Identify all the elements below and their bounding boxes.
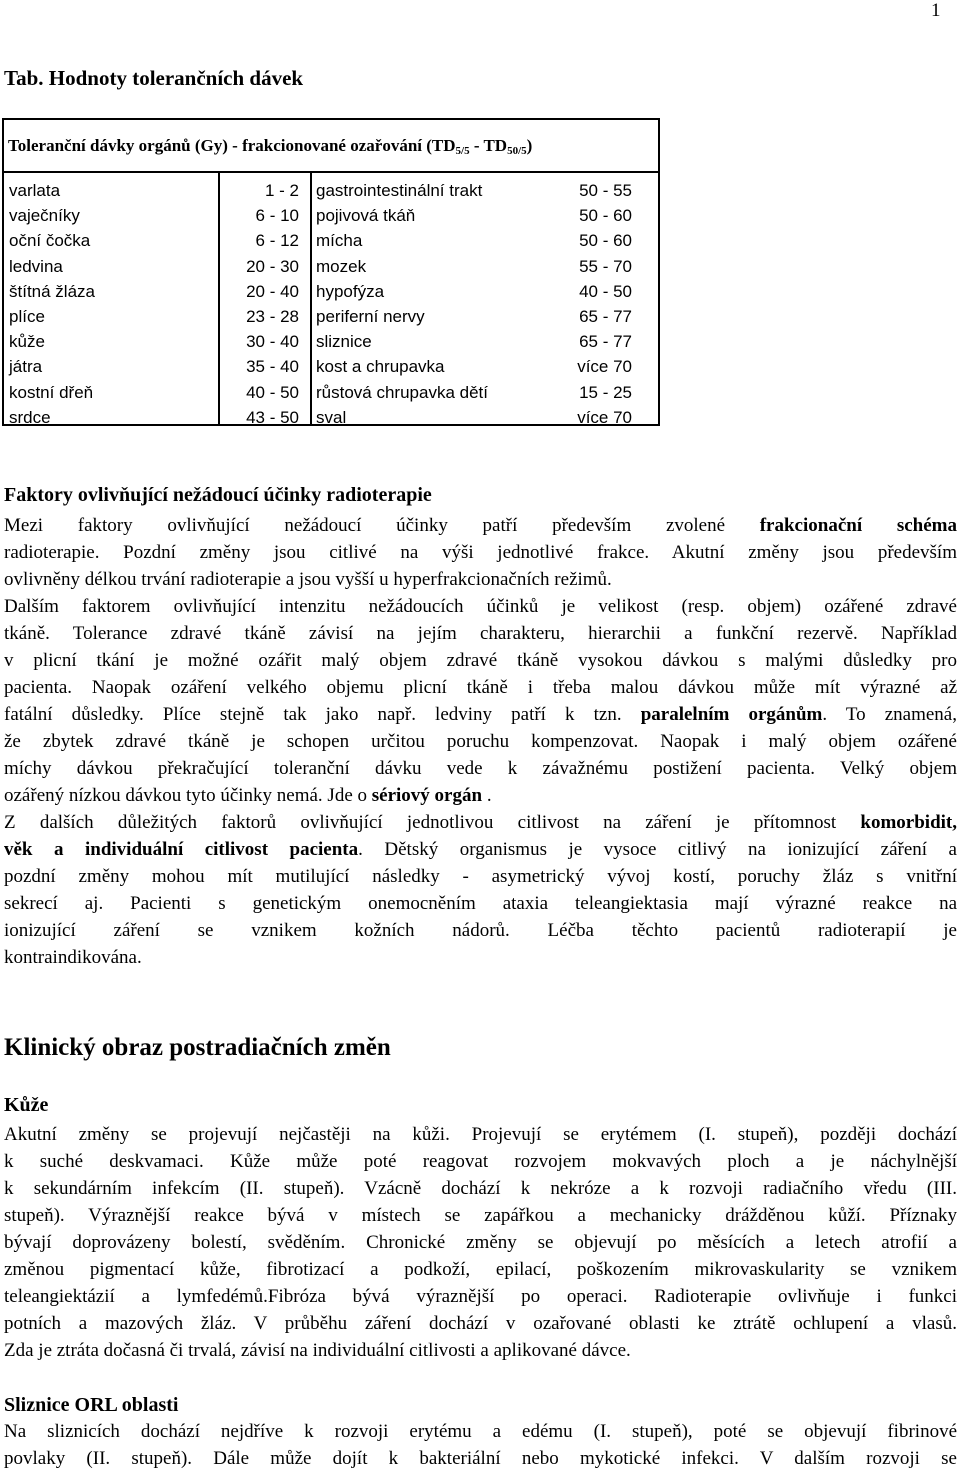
text-line: Zda je ztráta dočasná či trvalá, závisí na individuální citlivosti a aplikované dávce. — [4, 1340, 631, 1361]
text-line — [4, 512, 957, 539]
text-line: Akutní změny se projevují nejčastěji na kůži. Projevují se erytémem (I. stupeň), později dochází — [4, 1124, 957, 1145]
table-title: Tab. Hodnoty tolerančních dávek — [4, 66, 304, 90]
table-row — [4, 354, 658, 379]
section-heading-sliznice: Sliznice ORL oblasti — [4, 1394, 179, 1416]
text-line — [4, 890, 957, 917]
dose-range: 20 - 30 — [246, 256, 299, 276]
table-row — [4, 405, 658, 430]
faktory-paragraph — [4, 512, 957, 971]
text-line: stupeň). Výraznější reakce bývá v místech se zapářkou a mechanicky drážděnou kůží. Příznaky — [4, 1205, 957, 1226]
text-line — [4, 755, 957, 782]
organ-name: játra — [9, 357, 43, 377]
section-heading-faktory: Faktory ovlivňující nežádoucí účinky radioterapie — [4, 484, 432, 506]
organ-name: štítná žláza — [9, 281, 95, 301]
text-line — [4, 566, 957, 593]
bold-phrase: frakcionační schéma — [759, 515, 957, 536]
text-segment: Dalším faktorem ovlivňující intenzitu nežádoucích účinků je velikost (resp. objem) ozářené zdravé — [4, 596, 957, 617]
table-row — [4, 228, 658, 253]
dose-range: 30 - 40 — [246, 332, 299, 352]
dose-range: 50 - 60 — [579, 206, 632, 226]
bold-phrase: věk a individuální citlivost pacienta — [4, 839, 359, 860]
bold-phrase: komorbidit, — [860, 812, 957, 833]
table-row — [4, 254, 658, 279]
dose-range: 50 - 60 — [579, 231, 632, 251]
kuze-paragraph — [4, 1121, 957, 1364]
text-segment: . — [482, 785, 492, 806]
text-line — [4, 674, 957, 701]
text-line — [4, 863, 957, 890]
text-line — [4, 728, 957, 755]
organ-name: mozek — [316, 256, 367, 276]
organ-name: gastrointestinální trakt — [316, 181, 483, 200]
text-line — [4, 917, 957, 944]
text-segment: ozářený nízkou dávkou tyto účinky nemá. Jde o — [4, 785, 372, 806]
dose-range: 23 - 28 — [246, 307, 299, 326]
text-segment: že zbytek zdravé tkáně je schopen určitou poruchu kompenzovat. Naopak i malý objem ozářené — [4, 731, 957, 752]
dose-range: 65 - 77 — [579, 332, 632, 352]
text-line — [4, 782, 957, 809]
text-line — [4, 836, 957, 863]
dose-range: 6 - 12 — [255, 231, 299, 251]
text-segment: pozdní změny mohou mít mutilující následky - asymetrický vývoj kostí, poruchy žláz s vnitřní — [4, 866, 957, 887]
text-segment: . Dětský organismus je vysoce citlivý na ionizující záření a — [358, 839, 957, 860]
organ-name: sval — [316, 407, 347, 427]
organ-name: kůže — [9, 332, 45, 352]
organ-name: sliznice — [316, 332, 372, 352]
organ-name: ledvina — [9, 256, 63, 276]
text-segment: pacienta. Naopak ozáření velkého objemu plicní tkáně i třeba malou dávkou může mít výrazné až — [4, 677, 957, 698]
text-segment: míchy dávkou překračující toleranční dávku vede k závažnému postižení pacienta. Velký objem — [4, 758, 957, 779]
text-line: teleangiektázií a lymfedémů.Fibróza bývá výraznější po operaci. Radioterapie ovlivňuje i funkci — [4, 1286, 957, 1307]
tolerance-table — [2, 118, 660, 426]
text-line — [4, 593, 957, 620]
dose-range: 6 - 10 — [255, 206, 299, 226]
organ-name: pojivová tkáň — [316, 206, 416, 226]
organ-name: hypofýza — [316, 281, 385, 301]
text-segment: radioterapie. Pozdní změny jsou citlivé na výši jednotlivé frakce. Akutní změny jsou především — [4, 542, 957, 563]
text-line — [4, 809, 957, 836]
text-segment: ovlivněny délkou trvání radioterapie a jsou vyšší u hyperfrakcionačních režimů. — [4, 569, 612, 590]
table-row — [4, 279, 658, 304]
text-line: k sekundárním infekcím (II. stupeň). Vzácně dochází k nekróze a k rozvoji radiačního vředu (III. — [4, 1178, 957, 1199]
text-segment: Mezi faktory ovlivňující nežádoucí účinky patří především zvolené — [4, 515, 760, 536]
text-line: potních a mazových žláz. V průběhu záření dochází v ozařované oblasti ke ztrátě ochlupení a vlasů. — [4, 1313, 957, 1334]
section-heading-klinicky: Klinický obraz postradiačních změn — [4, 1034, 391, 1061]
organ-name: oční čočka — [9, 231, 91, 251]
table-row — [4, 203, 658, 228]
text-segment: kontraindikována. — [4, 947, 142, 968]
organ-name: varlata — [9, 181, 61, 200]
text-line — [4, 647, 957, 674]
text-line: k suché deskvamaci. Kůže může poté reagovat rozvojem mokvavých ploch a je náchylnější — [4, 1151, 957, 1172]
text-line — [4, 539, 957, 566]
dose-range: 20 - 40 — [246, 281, 299, 301]
text-segment: sekrecí aj. Pacienti s genetickým onemocněním ataxia teleangiektasia mají výrazné reakce na — [4, 893, 957, 914]
table-row — [4, 329, 658, 354]
dose-range: 55 - 70 — [579, 256, 632, 276]
organ-name: kost a chrupavka — [316, 357, 445, 377]
text-line — [4, 701, 957, 728]
text-segment: tkáně. Tolerance zdravé tkáně závisí na jejím charakteru, hierarchii a funkční rezervě. Například — [4, 623, 957, 644]
organ-name: kostní dřeň — [9, 382, 94, 402]
section-heading-kuze: Kůže — [4, 1094, 49, 1116]
dose-range: 15 - 25 — [579, 382, 632, 402]
organ-name: mícha — [316, 231, 363, 251]
organ-name: srdce — [9, 407, 51, 427]
text-line: změnou pigmentací kůže, fibrotizací a podkoží, epilací, poškozením mikrovaskularity se vznikem — [4, 1259, 957, 1280]
text-segment: Z dalších důležitých faktorů ovlivňující jednotlivou citlivost na záření je přítomnost — [4, 812, 861, 833]
table-row — [4, 178, 658, 203]
text-line: bývají doprovázeny bolestí, svěděním. Chronické změny se objevují po měsících a letech atrofií a — [4, 1232, 957, 1253]
table-row — [4, 380, 658, 405]
text-line: povlaky (II. stupeň). Dále může dojít k bakteriální nebo mykotické infekci. V dalším rozvoji se — [4, 1448, 957, 1469]
text-line — [4, 944, 957, 971]
dose-range: více 70 — [577, 357, 632, 377]
organ-name: periferní nervy — [316, 307, 425, 326]
text-segment: . To znamená, — [822, 704, 957, 725]
dose-range: 43 - 50 — [246, 407, 299, 427]
table-row — [4, 304, 658, 329]
organ-name: růstová chrupavka dětí — [316, 382, 488, 402]
page-number: 1 — [931, 0, 941, 21]
text-line — [4, 620, 957, 647]
dose-range: 40 - 50 — [579, 281, 632, 301]
sliznice-paragraph — [4, 1418, 957, 1472]
text-segment: ionizující záření se vznikem kožních nádorů. Léčba těchto pacientů radioterapií je — [4, 920, 957, 941]
dose-range: 40 - 50 — [246, 382, 299, 402]
dose-range: 50 - 55 — [579, 181, 632, 200]
organ-name: vaječníky — [9, 206, 80, 226]
bold-phrase: paralelním orgánům — [640, 704, 823, 725]
table-caption-cell — [4, 120, 658, 173]
bold-phrase: sériový orgán — [371, 785, 483, 806]
dose-range: 35 - 40 — [246, 357, 299, 377]
text-segment: fatální důsledky. Plíce stejně tak jako např. ledviny patří k tzn. — [4, 704, 641, 725]
text-line: Na sliznicích dochází nejdříve k rozvoji erytému a edému (I. stupeň), poté se objevují fibrinové — [4, 1421, 957, 1442]
dose-range: více 70 — [577, 407, 632, 427]
dose-range: 1 - 2 — [264, 181, 299, 200]
text-segment: v plicní tkání je možné ozářit malý objem zdravé tkáně vysokou dávkou s malými důsledky pro — [4, 650, 957, 671]
organ-name: plíce — [9, 307, 45, 326]
table-caption: Toleranční dávky orgánů (Gy) - frakcionované ozařování $(TD_{5/5} - TD_{50/5})$ — [8, 136, 533, 157]
dose-range: 65 - 77 — [579, 307, 632, 326]
